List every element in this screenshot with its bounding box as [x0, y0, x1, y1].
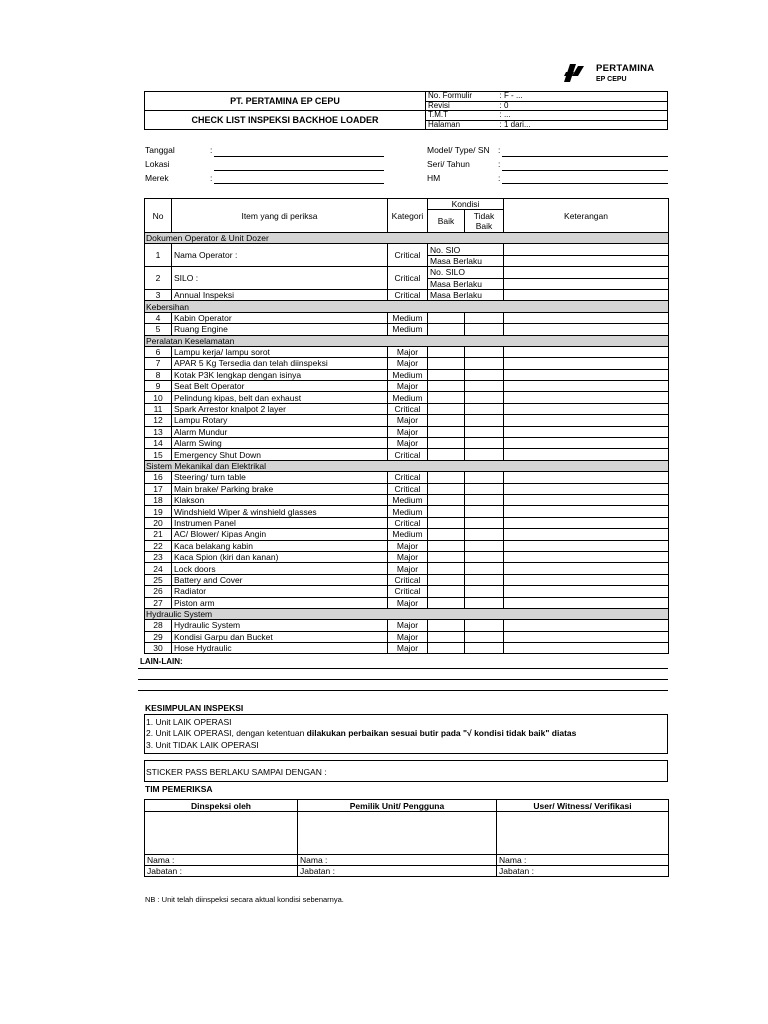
- row-kategori: Major: [388, 426, 428, 437]
- baik-cell[interactable]: [428, 517, 465, 528]
- row-no: 11: [145, 403, 172, 414]
- doc-field-label: No. SILO: [428, 267, 504, 278]
- row-no: 8: [145, 369, 172, 380]
- col-baik: Baik: [428, 210, 465, 233]
- info-colon: :: [498, 159, 501, 169]
- checklist-row: [145, 472, 669, 483]
- checklist-row: [145, 392, 669, 403]
- lain-lain-line[interactable]: [138, 690, 668, 691]
- baik-cell[interactable]: [428, 494, 465, 505]
- row-item: Seat Belt Operator: [172, 381, 388, 392]
- baik-cell[interactable]: [428, 346, 465, 357]
- row-no: 4: [145, 312, 172, 323]
- kesimpulan-box: [144, 714, 668, 754]
- row-no: 25: [145, 574, 172, 585]
- keterangan-cell[interactable]: [504, 278, 669, 289]
- row-no: 9: [145, 381, 172, 392]
- jabatan-field[interactable]: Jabatan :: [145, 866, 298, 877]
- row-no: 16: [145, 472, 172, 483]
- tidak-baik-cell[interactable]: [465, 449, 504, 460]
- nama-field[interactable]: Nama :: [145, 855, 298, 866]
- row-no: 17: [145, 483, 172, 494]
- row-item: Lock doors: [172, 563, 388, 574]
- info-colon: :: [210, 145, 213, 155]
- row-kategori: Major: [388, 438, 428, 449]
- row-item: Main brake/ Parking brake: [172, 483, 388, 494]
- row-no: 29: [145, 631, 172, 642]
- row-kategori: Critical: [388, 483, 428, 494]
- tim-col-inspektor: Dinspeksi oleh: [145, 800, 298, 812]
- tidak-baik-cell[interactable]: [465, 346, 504, 357]
- tidak-baik-cell[interactable]: [465, 472, 504, 483]
- row-item: Windshield Wiper & winshield glasses: [172, 506, 388, 517]
- row-kategori: Critical: [388, 449, 428, 460]
- baik-cell[interactable]: [428, 381, 465, 392]
- row-item: APAR 5 Kg Tersedia dan telah diinspeksi: [172, 358, 388, 369]
- row-item: Battery and Cover: [172, 574, 388, 585]
- section-header: Kebersihan: [145, 301, 669, 312]
- kesimpulan-option-3[interactable]: 3. Unit TIDAK LAIK OPERASI: [146, 740, 259, 750]
- tidak-baik-cell[interactable]: [465, 403, 504, 414]
- row-item: Kabin Operator: [172, 312, 388, 323]
- row-kategori: Major: [388, 620, 428, 631]
- checklist-row: [145, 483, 669, 494]
- checklist-row: [145, 312, 669, 323]
- keterangan-cell[interactable]: [504, 267, 669, 278]
- baik-cell[interactable]: [428, 324, 465, 335]
- baik-cell[interactable]: [428, 563, 465, 574]
- baik-cell[interactable]: [428, 574, 465, 585]
- meta-label: T.M.T: [426, 111, 498, 121]
- row-kategori: Medium: [388, 494, 428, 505]
- info-colon: :: [498, 173, 501, 183]
- meta-label: Revisi: [426, 101, 498, 111]
- signature-cell[interactable]: [145, 812, 298, 855]
- company-name: PT. PERTAMINA EP CEPU: [145, 92, 426, 111]
- baik-cell[interactable]: [428, 415, 465, 426]
- inspection-table: [144, 198, 669, 654]
- tidak-baik-cell[interactable]: [465, 415, 504, 426]
- checklist-row: [145, 369, 669, 380]
- col-kondisi: Kondisi: [428, 199, 504, 210]
- row-item: Kotak P3K lengkap dengan isinya: [172, 369, 388, 380]
- row-item: Ruang Engine: [172, 324, 388, 335]
- keterangan-cell[interactable]: [504, 244, 669, 255]
- keterangan-cell[interactable]: [504, 312, 669, 323]
- tidak-baik-cell[interactable]: [465, 358, 504, 369]
- model-field[interactable]: [502, 156, 668, 157]
- info-label-lokasi: Lokasi: [145, 159, 170, 169]
- row-item: Hose Hydraulic: [172, 643, 388, 654]
- row-kategori: Medium: [388, 529, 428, 540]
- checklist-row: [145, 494, 669, 505]
- checklist-row: [145, 540, 669, 551]
- tanggal-field[interactable]: [214, 156, 384, 157]
- keterangan-cell[interactable]: [504, 358, 669, 369]
- row-item: Spark Arrestor knalpot 2 layer: [172, 403, 388, 414]
- row-no: 2: [145, 267, 172, 290]
- keterangan-cell[interactable]: [504, 449, 669, 460]
- row-no: 7: [145, 358, 172, 369]
- tidak-baik-cell[interactable]: [465, 369, 504, 380]
- row-no: 15: [145, 449, 172, 460]
- row-no: 19: [145, 506, 172, 517]
- baik-cell[interactable]: [428, 631, 465, 642]
- info-colon: :: [498, 145, 501, 155]
- meta-value: : 0: [498, 101, 668, 111]
- keterangan-cell[interactable]: [504, 529, 669, 540]
- checklist-row: [145, 403, 669, 414]
- row-kategori: Critical: [388, 472, 428, 483]
- checklist-row: [145, 563, 669, 574]
- option-2-bold: dilakukan perbaikan sesuai butir pada "√ kondisi tidak baik" diatas: [306, 728, 577, 738]
- keterangan-cell[interactable]: [504, 483, 669, 494]
- checklist-row: [145, 415, 669, 426]
- row-no: 28: [145, 620, 172, 631]
- jabatan-field[interactable]: Jabatan :: [497, 866, 669, 877]
- checklist-row: [145, 506, 669, 517]
- baik-cell[interactable]: [428, 586, 465, 597]
- row-item: Kondisi Garpu dan Bucket: [172, 631, 388, 642]
- meta-value: : F - ...: [498, 92, 668, 102]
- row-kategori: Medium: [388, 324, 428, 335]
- nama-field[interactable]: Nama :: [497, 855, 669, 866]
- tidak-baik-cell[interactable]: [465, 494, 504, 505]
- baik-cell[interactable]: [428, 620, 465, 631]
- row-item: Pelindung kipas, belt dan exhaust: [172, 392, 388, 403]
- tidak-baik-cell[interactable]: [465, 381, 504, 392]
- meta-label: Halaman: [426, 120, 498, 130]
- info-label-merek: Merek: [145, 173, 169, 183]
- checklist-row: [145, 586, 669, 597]
- tim-col-witness: User/ Witness/ Verifikasi: [497, 800, 669, 812]
- sticker-label: STICKER PASS BERLAKU SAMPAI DENGAN :: [146, 767, 327, 777]
- doc-field-label: Masa Berlaku: [428, 289, 504, 300]
- baik-cell[interactable]: [428, 529, 465, 540]
- info-colon: :: [210, 173, 213, 183]
- keterangan-cell[interactable]: [504, 551, 669, 562]
- lain-lain-line[interactable]: [138, 679, 668, 680]
- baik-cell[interactable]: [428, 643, 465, 654]
- checklist-row: [145, 449, 669, 460]
- row-no: 6: [145, 346, 172, 357]
- tim-title: TIM PEMERIKSA: [145, 784, 213, 794]
- row-kategori: Medium: [388, 369, 428, 380]
- lain-lain-line[interactable]: [138, 668, 668, 669]
- row-no: 12: [145, 415, 172, 426]
- col-item: Item yang di periksa: [172, 199, 388, 233]
- tidak-baik-cell[interactable]: [465, 438, 504, 449]
- signature-cell[interactable]: [497, 812, 669, 855]
- checklist-row: [145, 358, 669, 369]
- baik-cell[interactable]: [428, 506, 465, 517]
- seri-field[interactable]: [502, 170, 668, 171]
- row-no: 14: [145, 438, 172, 449]
- row-kategori: Critical: [388, 517, 428, 528]
- baik-cell[interactable]: [428, 449, 465, 460]
- row-kategori: Major: [388, 358, 428, 369]
- row-item: Hydraulic System: [172, 620, 388, 631]
- baik-cell[interactable]: [428, 392, 465, 403]
- row-item: Kaca Spion (kiri dan kanan): [172, 551, 388, 562]
- baik-cell[interactable]: [428, 597, 465, 608]
- checklist-row: [145, 426, 669, 437]
- row-no: 13: [145, 426, 172, 437]
- option-2-text: 2. Unit LAIK OPERASI, dengan ketentuan: [146, 728, 307, 738]
- row-no: 27: [145, 597, 172, 608]
- col-no: No: [145, 199, 172, 233]
- keterangan-cell[interactable]: [504, 574, 669, 585]
- row-no: 23: [145, 551, 172, 562]
- checklist-row: [145, 643, 669, 654]
- col-kategori: Kategori: [388, 199, 428, 233]
- jabatan-field[interactable]: Jabatan :: [298, 866, 497, 877]
- kesimpulan-title: KESIMPULAN INSPEKSI: [145, 703, 244, 713]
- checklist-row: [145, 551, 669, 562]
- info-label-hm: HM: [427, 173, 441, 183]
- tidak-baik-cell[interactable]: [465, 312, 504, 323]
- tidak-baik-cell[interactable]: [465, 597, 504, 608]
- keterangan-cell[interactable]: [504, 586, 669, 597]
- tidak-baik-cell[interactable]: [465, 563, 504, 574]
- section-header: Hydraulic System: [145, 608, 669, 619]
- section-header: Peralatan Keselamatan: [145, 335, 669, 346]
- section-header: Sistem Mekanikal dan Elektrikal: [145, 460, 669, 471]
- row-kategori: Critical: [388, 267, 428, 290]
- tidak-baik-cell[interactable]: [465, 392, 504, 403]
- row-no: 1: [145, 244, 172, 267]
- tidak-baik-cell[interactable]: [465, 529, 504, 540]
- row-no: 20: [145, 517, 172, 528]
- row-item: Alarm Mundur: [172, 426, 388, 437]
- row-item: Piston arm: [172, 597, 388, 608]
- keterangan-cell[interactable]: [504, 403, 669, 414]
- keterangan-cell[interactable]: [504, 392, 669, 403]
- row-kategori: Critical: [388, 289, 428, 300]
- tidak-baik-cell[interactable]: [465, 586, 504, 597]
- info-label-seri: Seri/ Tahun: [427, 159, 470, 169]
- row-kategori: Major: [388, 415, 428, 426]
- hm-field[interactable]: [502, 183, 668, 184]
- tidak-baik-cell[interactable]: [465, 517, 504, 528]
- keterangan-cell[interactable]: [504, 369, 669, 380]
- keterangan-cell[interactable]: [504, 426, 669, 437]
- row-kategori: Major: [388, 551, 428, 562]
- baik-cell[interactable]: [428, 472, 465, 483]
- row-no: 21: [145, 529, 172, 540]
- keterangan-cell[interactable]: [504, 517, 669, 528]
- row-kategori: Critical: [388, 403, 428, 414]
- tim-col-pemilik: Pemilik Unit/ Pengguna: [298, 800, 497, 812]
- keterangan-cell[interactable]: [504, 415, 669, 426]
- keterangan-cell[interactable]: [504, 494, 669, 505]
- row-item: Steering/ turn table: [172, 472, 388, 483]
- meta-value: : ...: [498, 111, 668, 121]
- info-label-tanggal: Tanggal: [145, 145, 175, 155]
- row-kategori: Major: [388, 643, 428, 654]
- sticker-box[interactable]: [144, 760, 668, 782]
- keterangan-cell[interactable]: [504, 643, 669, 654]
- row-item: Nama Operator :: [172, 244, 388, 267]
- row-kategori: Major: [388, 381, 428, 392]
- keterangan-cell[interactable]: [504, 381, 669, 392]
- row-no: 26: [145, 586, 172, 597]
- lokasi-field[interactable]: [214, 170, 384, 171]
- keterangan-cell[interactable]: [504, 255, 669, 266]
- row-item: Emergency Shut Down: [172, 449, 388, 460]
- row-kategori: Medium: [388, 312, 428, 323]
- row-no: 18: [145, 494, 172, 505]
- checklist-row: [145, 631, 669, 642]
- keterangan-cell[interactable]: [504, 438, 669, 449]
- meta-label: No. Formulir: [426, 92, 498, 102]
- row-no: 24: [145, 563, 172, 574]
- row-no: 22: [145, 540, 172, 551]
- keterangan-cell[interactable]: [504, 289, 669, 300]
- checklist-row: [145, 597, 669, 608]
- col-tidak-baik: Tidak Baik: [465, 210, 504, 233]
- baik-cell[interactable]: [428, 426, 465, 437]
- row-no: 30: [145, 643, 172, 654]
- row-no: 3: [145, 289, 172, 300]
- baik-cell[interactable]: [428, 358, 465, 369]
- signature-cell[interactable]: [298, 812, 497, 855]
- merek-field[interactable]: [214, 183, 384, 184]
- checklist-row: [145, 529, 669, 540]
- baik-cell[interactable]: [428, 551, 465, 562]
- doc-field-label: Masa Berlaku: [428, 278, 504, 289]
- row-item: Annual Inspeksi: [172, 289, 388, 300]
- tidak-baik-cell[interactable]: [465, 620, 504, 631]
- tidak-baik-cell[interactable]: [465, 324, 504, 335]
- row-kategori: Major: [388, 346, 428, 357]
- baik-cell[interactable]: [428, 369, 465, 380]
- baik-cell[interactable]: [428, 483, 465, 494]
- tim-pemeriksa-table: [144, 799, 669, 877]
- lain-lain-label: LAIN-LAIN:: [140, 657, 183, 666]
- col-keterangan: Keterangan: [504, 199, 669, 233]
- baik-cell[interactable]: [428, 438, 465, 449]
- keterangan-cell[interactable]: [504, 324, 669, 335]
- keterangan-cell[interactable]: [504, 540, 669, 551]
- row-no: 10: [145, 392, 172, 403]
- checklist-row: [145, 574, 669, 585]
- tidak-baik-cell[interactable]: [465, 540, 504, 551]
- tidak-baik-cell[interactable]: [465, 483, 504, 494]
- keterangan-cell[interactable]: [504, 631, 669, 642]
- logo-brand: PERTAMINA: [596, 63, 655, 74]
- row-no: 5: [145, 324, 172, 335]
- baik-cell[interactable]: [428, 540, 465, 551]
- row-item: Lampu Rotary: [172, 415, 388, 426]
- row-kategori: Major: [388, 597, 428, 608]
- keterangan-cell[interactable]: [504, 597, 669, 608]
- tidak-baik-cell[interactable]: [465, 631, 504, 642]
- doc-field-label: No. SIO: [428, 244, 504, 255]
- tidak-baik-cell[interactable]: [465, 643, 504, 654]
- nama-field[interactable]: Nama :: [298, 855, 497, 866]
- row-item: Kaca belakang kabin: [172, 540, 388, 551]
- row-item: Alarm Swing: [172, 438, 388, 449]
- row-item: Instrumen Panel: [172, 517, 388, 528]
- kesimpulan-option-2[interactable]: [146, 728, 576, 738]
- keterangan-cell[interactable]: [504, 346, 669, 357]
- checklist-row: [145, 324, 669, 335]
- keterangan-cell[interactable]: [504, 563, 669, 574]
- keterangan-cell[interactable]: [504, 506, 669, 517]
- pertamina-logo-icon: [562, 62, 592, 84]
- section-header: Dokumen Operator & Unit Dozer: [145, 233, 669, 244]
- row-item: SILO :: [172, 267, 388, 290]
- kesimpulan-option-1[interactable]: 1. Unit LAIK OPERASI: [146, 717, 232, 727]
- checklist-row: [145, 620, 669, 631]
- row-kategori: Major: [388, 540, 428, 551]
- keterangan-cell[interactable]: [504, 620, 669, 631]
- row-kategori: Major: [388, 563, 428, 574]
- pertamina-logo: [562, 60, 672, 92]
- row-kategori: Critical: [388, 574, 428, 585]
- row-item: AC/ Blower/ Kipas Angin: [172, 529, 388, 540]
- checklist-row: [145, 381, 669, 392]
- row-kategori: Critical: [388, 586, 428, 597]
- info-label-model: Model/ Type/ SN: [427, 145, 490, 155]
- checklist-row: [145, 346, 669, 357]
- row-item: Radiator: [172, 586, 388, 597]
- form-header: [144, 91, 668, 130]
- baik-cell[interactable]: [428, 312, 465, 323]
- nb-note: NB : Unit telah diinspeksi secara aktual kondisi sebenarnya.: [145, 895, 344, 904]
- tidak-baik-cell[interactable]: [465, 506, 504, 517]
- row-item: Lampu kerja/ lampu sorot: [172, 346, 388, 357]
- row-kategori: Critical: [388, 244, 428, 267]
- baik-cell[interactable]: [428, 403, 465, 414]
- checklist-row: [145, 438, 669, 449]
- row-item: Klakson: [172, 494, 388, 505]
- row-kategori: Medium: [388, 392, 428, 403]
- tidak-baik-cell[interactable]: [465, 574, 504, 585]
- meta-value: : 1 dari...: [498, 120, 668, 130]
- tidak-baik-cell[interactable]: [465, 551, 504, 562]
- logo-sub: EP CEPU: [596, 76, 627, 83]
- checklist-row: [145, 517, 669, 528]
- doc-field-label: Masa Berlaku: [428, 255, 504, 266]
- row-kategori: Major: [388, 631, 428, 642]
- tidak-baik-cell[interactable]: [465, 426, 504, 437]
- row-kategori: Medium: [388, 506, 428, 517]
- keterangan-cell[interactable]: [504, 472, 669, 483]
- form-title: CHECK LIST INSPEKSI BACKHOE LOADER: [145, 111, 426, 130]
